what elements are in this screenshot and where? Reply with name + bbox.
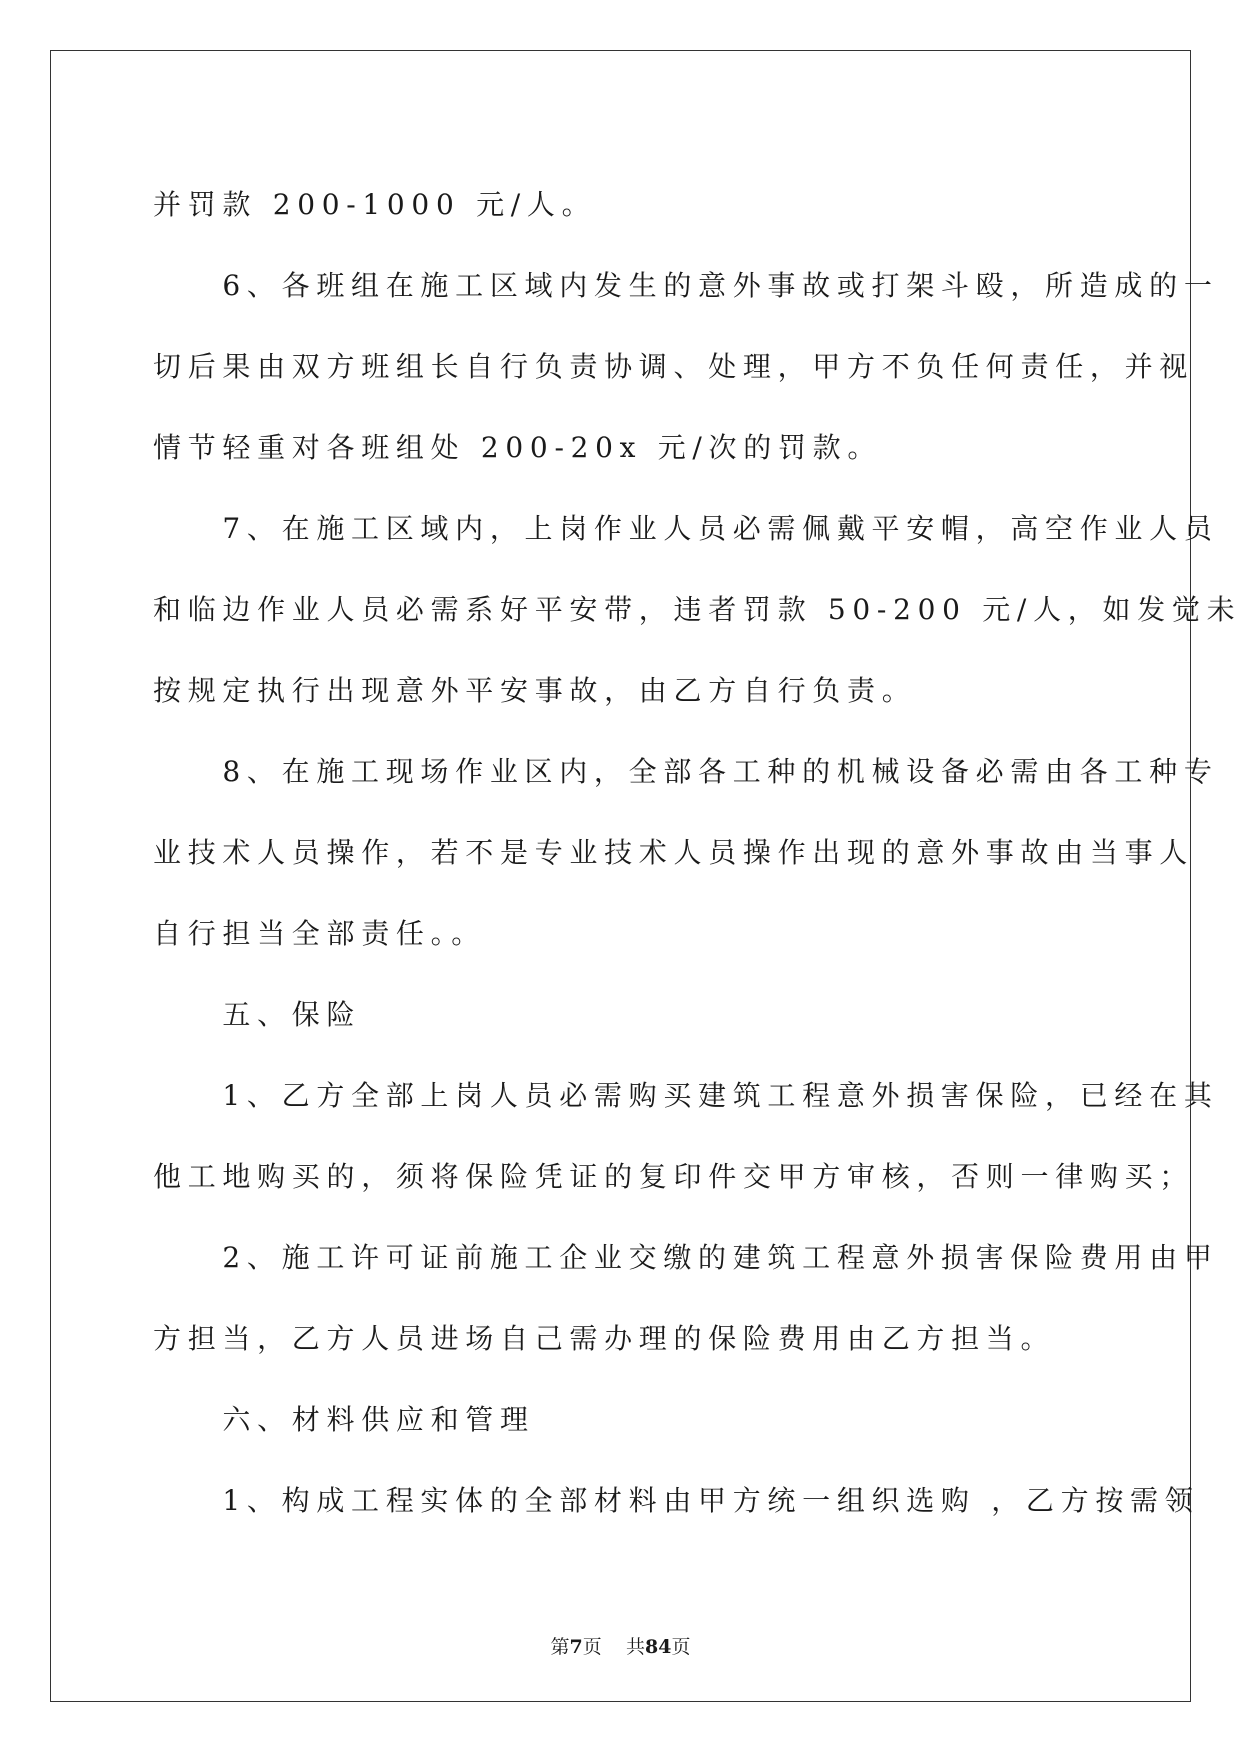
text-line: 7、在施工区域内，上岗作业人员必需佩戴平安帽，高空作业人员 xyxy=(153,512,1219,545)
text-line: 1、乙方全部上岗人员必需购买建筑工程意外损害保险，已经在其 xyxy=(153,1079,1219,1112)
page-footer xyxy=(0,1632,1241,1659)
section-heading: 六、材料供应和管理 xyxy=(153,1403,535,1436)
text-line: 1、构成工程实体的全部材料由甲方统一组织选购 ，乙方按需领 xyxy=(153,1484,1200,1517)
footer-total-prefix: 共 xyxy=(625,1636,645,1658)
text-line: 和临边作业人员必需系好平安带，违者罚款 50-200 元/人，如发觉未 xyxy=(153,593,1241,626)
text-line: 他工地购买的，须将保险凭证的复印件交甲方审核，否则一律购买； xyxy=(153,1160,1195,1193)
document-body xyxy=(153,164,1241,1541)
footer-prefix: 第 xyxy=(550,1636,570,1658)
text-line: 并罚款 200-1000 元/人。 xyxy=(153,188,597,221)
text-line: 6、各班组在施工区域内发生的意外事故或打架斗殴，所造成的一 xyxy=(153,269,1219,302)
text-line: 2、施工许可证前施工企业交缴的建筑工程意外损害保险费用由甲 xyxy=(153,1241,1219,1274)
text-line: 按规定执行出现意外平安事故，由乙方自行负责。 xyxy=(153,674,917,707)
text-line: 情节轻重对各班组处 200-20x 元/次的罚款。 xyxy=(153,431,883,464)
section-heading: 五、保险 xyxy=(153,998,362,1031)
body-text xyxy=(153,164,1241,1541)
text-line: 8、在施工现场作业区内，全部各工种的机械设备必需由各工种专 xyxy=(153,755,1219,788)
footer-total-suffix: 页 xyxy=(671,1636,691,1658)
footer-page-suffix: 页 xyxy=(582,1636,602,1658)
text-line: 切后果由双方班组长自行负责协调、处理，甲方不负任何责任，并视 xyxy=(153,350,1195,383)
text-line: 方担当，乙方人员进场自己需办理的保险费用由乙方担当。 xyxy=(153,1322,1056,1355)
current-page-number: 7 xyxy=(569,1636,583,1658)
total-page-count: 84 xyxy=(644,1636,672,1658)
text-line: 自行担当全部责任。。 xyxy=(153,917,487,950)
text-line: 业技术人员操作，若不是专业技术人员操作出现的意外事故由当事人 xyxy=(153,836,1195,869)
